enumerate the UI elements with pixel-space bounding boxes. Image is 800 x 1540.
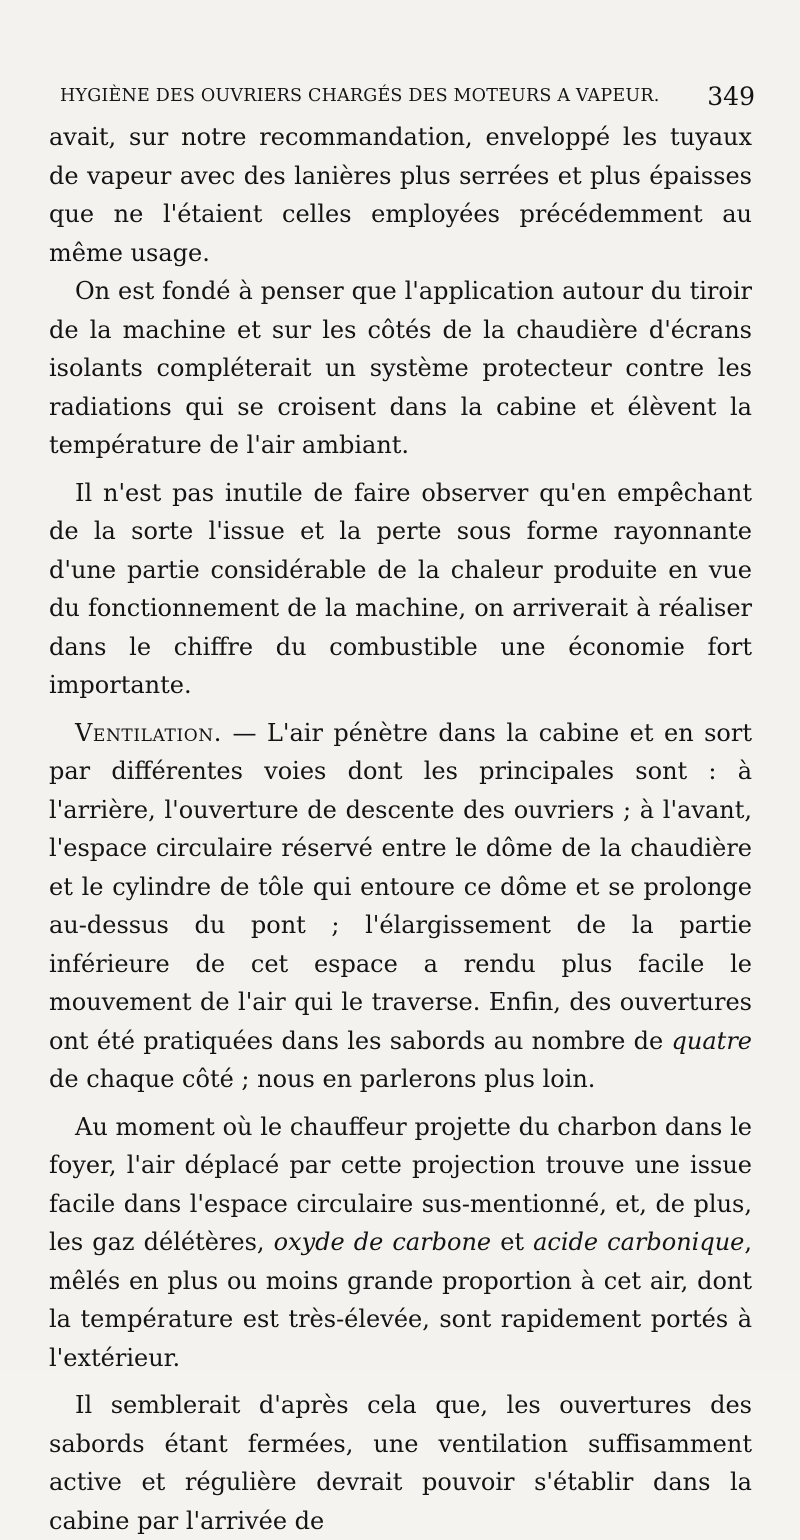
paragraph-text: On est fondé à penser que l'application autour du tiroir de la machine et sur les côtés de la chaudière d'écrans isolants compléterait un système protecteur contre les radiations qui se croisent dans la cabine et élèvent la température de l'air ambiant. xyxy=(49,277,752,459)
paragraph-text-after: , mêlés en plus ou moins grande proportion à cet air, dont la température est très-élevée, sont rapidement portés à l'extérieur. xyxy=(49,1228,752,1372)
running-head: HYGIÈNE DES OUVRIERS CHARGÉS DES MOTEURS A VAPEUR. xyxy=(60,86,660,106)
paragraph-stoker xyxy=(49,1108,752,1378)
page-body xyxy=(49,118,752,1540)
paragraph-text-after: de chaque côté ; nous en parlerons plus loin. xyxy=(49,1065,596,1093)
paragraph-text: avait, sur notre recommandation, enveloppé les tuyaux de vapeur avec des lanières plus serrées et plus épaisses que ne l'étaient celles employées précédemment au même usage. xyxy=(49,123,752,267)
italic-word: quatre xyxy=(671,1026,752,1055)
italic-term-carbonic-acid: acide carbonique xyxy=(533,1228,745,1256)
italic-term-carbon-monoxide: oxyde de carbone xyxy=(273,1228,492,1256)
page-number: 349 xyxy=(707,82,755,111)
paragraph-text: Il n'est pas inutile de faire observer qu'en empêchant de la sorte l'issue et la perte sous forme rayonnante d'une partie considérable de la chaleur produite en vue du fonctionnement de la machine, on arriverait à réaliser dans le chiffre du combustible une économie fort importante. xyxy=(49,478,752,699)
paragraph-insulating-screens xyxy=(49,272,752,465)
paragraph-continuation xyxy=(49,118,752,272)
paragraph-text-mid: et xyxy=(491,1228,534,1256)
paragraph-text: Au moment où le chauffeur projette du charbon dans le foyer, l'air déplacé par cette projection trouve une issue facile dans l'espace circulaire sus-mentionné, et, de plus, les gaz délétères, xyxy=(49,1112,752,1256)
paragraph-ventilation xyxy=(49,714,752,1099)
page-header xyxy=(60,82,755,112)
section-heading-ventilation: Ventilation. xyxy=(75,718,223,747)
paragraph-text: — L'air pénètre dans la cabine et en sort par différentes voies dont les principales sont : à l'arrière, l'ouverture de descente des ouvriers ; à l'avant, l'espace circulaire réservé entre le dôme de la chaudière et le cylindre de tôle qui entoure ce dôme et se prolonge au-dessus du pont ; l'élargissement de la partie inférieure de cet espace a rendu plus facile le mouvement de l'air qui le traverse. Enfin, des ouvertures ont été pratiquées dans les sabords au nombre de xyxy=(49,718,752,1055)
paragraph-fuel-economy xyxy=(49,474,752,705)
paragraph-sabords xyxy=(49,1386,752,1540)
paragraph-text: Il semblerait d'après cela que, les ouvertures des sabords étant fermées, une ventilation suffisamment active et régulière devrait pouvoir s'établir dans la cabine par l'arrivée de xyxy=(49,1391,752,1535)
